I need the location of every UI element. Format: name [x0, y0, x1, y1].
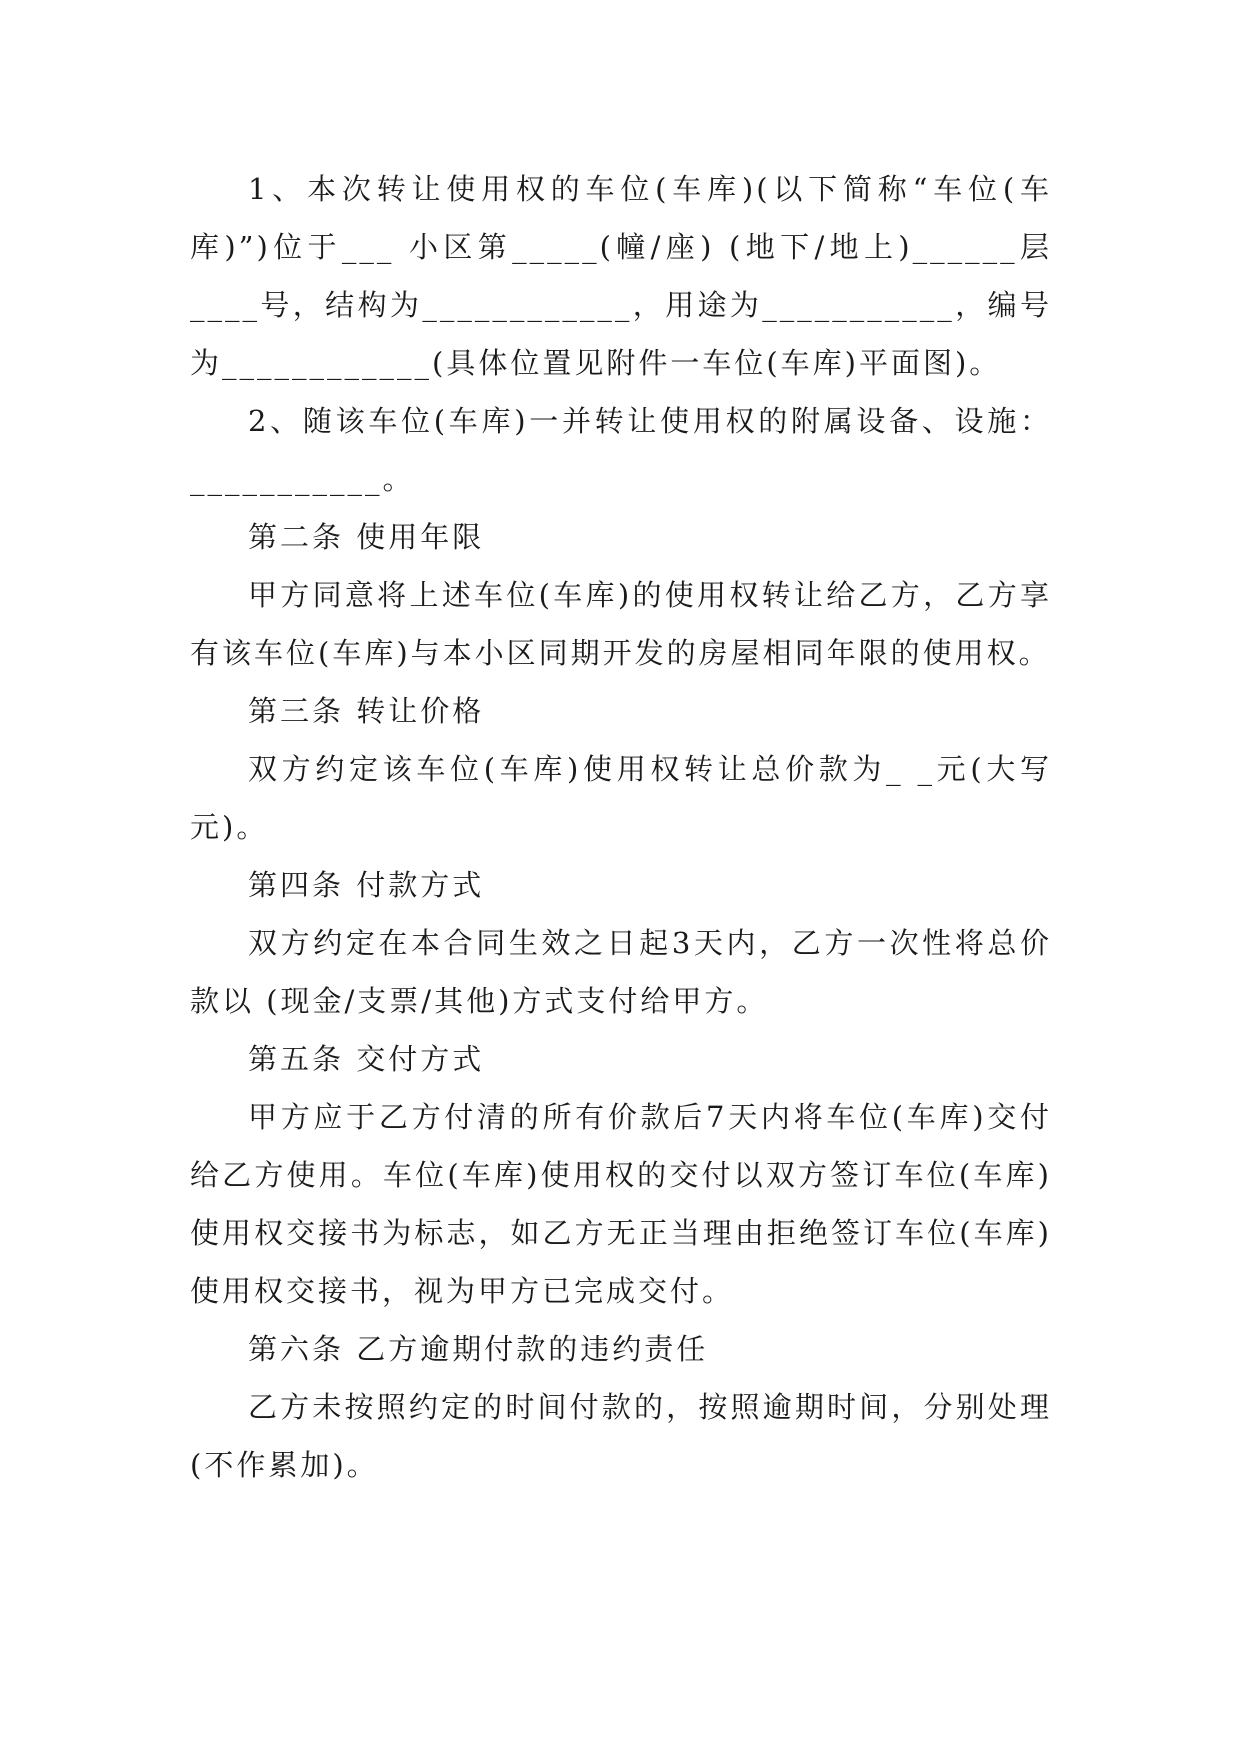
article-3-body: 双方约定该车位(车库)使用权转让总价款为_ _元(大写元)。 [190, 752, 1052, 844]
article-2-body: 甲方同意将上述车位(车库)的使用权转让给乙方，乙方享有该车位(车库)与本小区同期开发的房屋相同年限的使用权。 [190, 578, 1052, 670]
article-6-heading: 第六条 乙方逾期付款的违约责任 [248, 1332, 709, 1366]
article-5-heading: 第五条 交付方式 [248, 1042, 485, 1076]
document-body [190, 160, 1052, 1494]
article-6-body: 乙方未按照约定的时间付款的，按照逾期时间，分别处理(不作累加)。 [190, 1390, 1052, 1482]
clause-1-item-2: 2、随该车位(车库)一并转让使用权的附属设备、设施：___________。 [190, 404, 1052, 496]
clause-1-item-1: 1、本次转让使用权的车位(车库)(以下简称“车位(车库)”)位于___ 小区第_____(幢/座) (地下/地上)______层____号，结构为____________，用途为___________，编号为____________(具体位置见附件一车位(车库)平面图)。 [190, 172, 1052, 380]
article-4-body: 双方约定在本合同生效之日起3天内，乙方一次性将总价款以 (现金/支票/其他)方式支付给甲方。 [190, 926, 1052, 1018]
article-2-heading: 第二条 使用年限 [248, 520, 485, 554]
article-4-heading: 第四条 付款方式 [248, 868, 485, 902]
article-3-heading: 第三条 转让价格 [248, 694, 485, 728]
article-5-body: 甲方应于乙方付清的所有价款后7天内将车位(车库)交付给乙方使用。车位(车库)使用权的交付以双方签订车位(车库)使用权交接书为标志，如乙方无正当理由拒绝签订车位(车库)使用权交接书，视为甲方已完成交付。 [190, 1100, 1052, 1308]
